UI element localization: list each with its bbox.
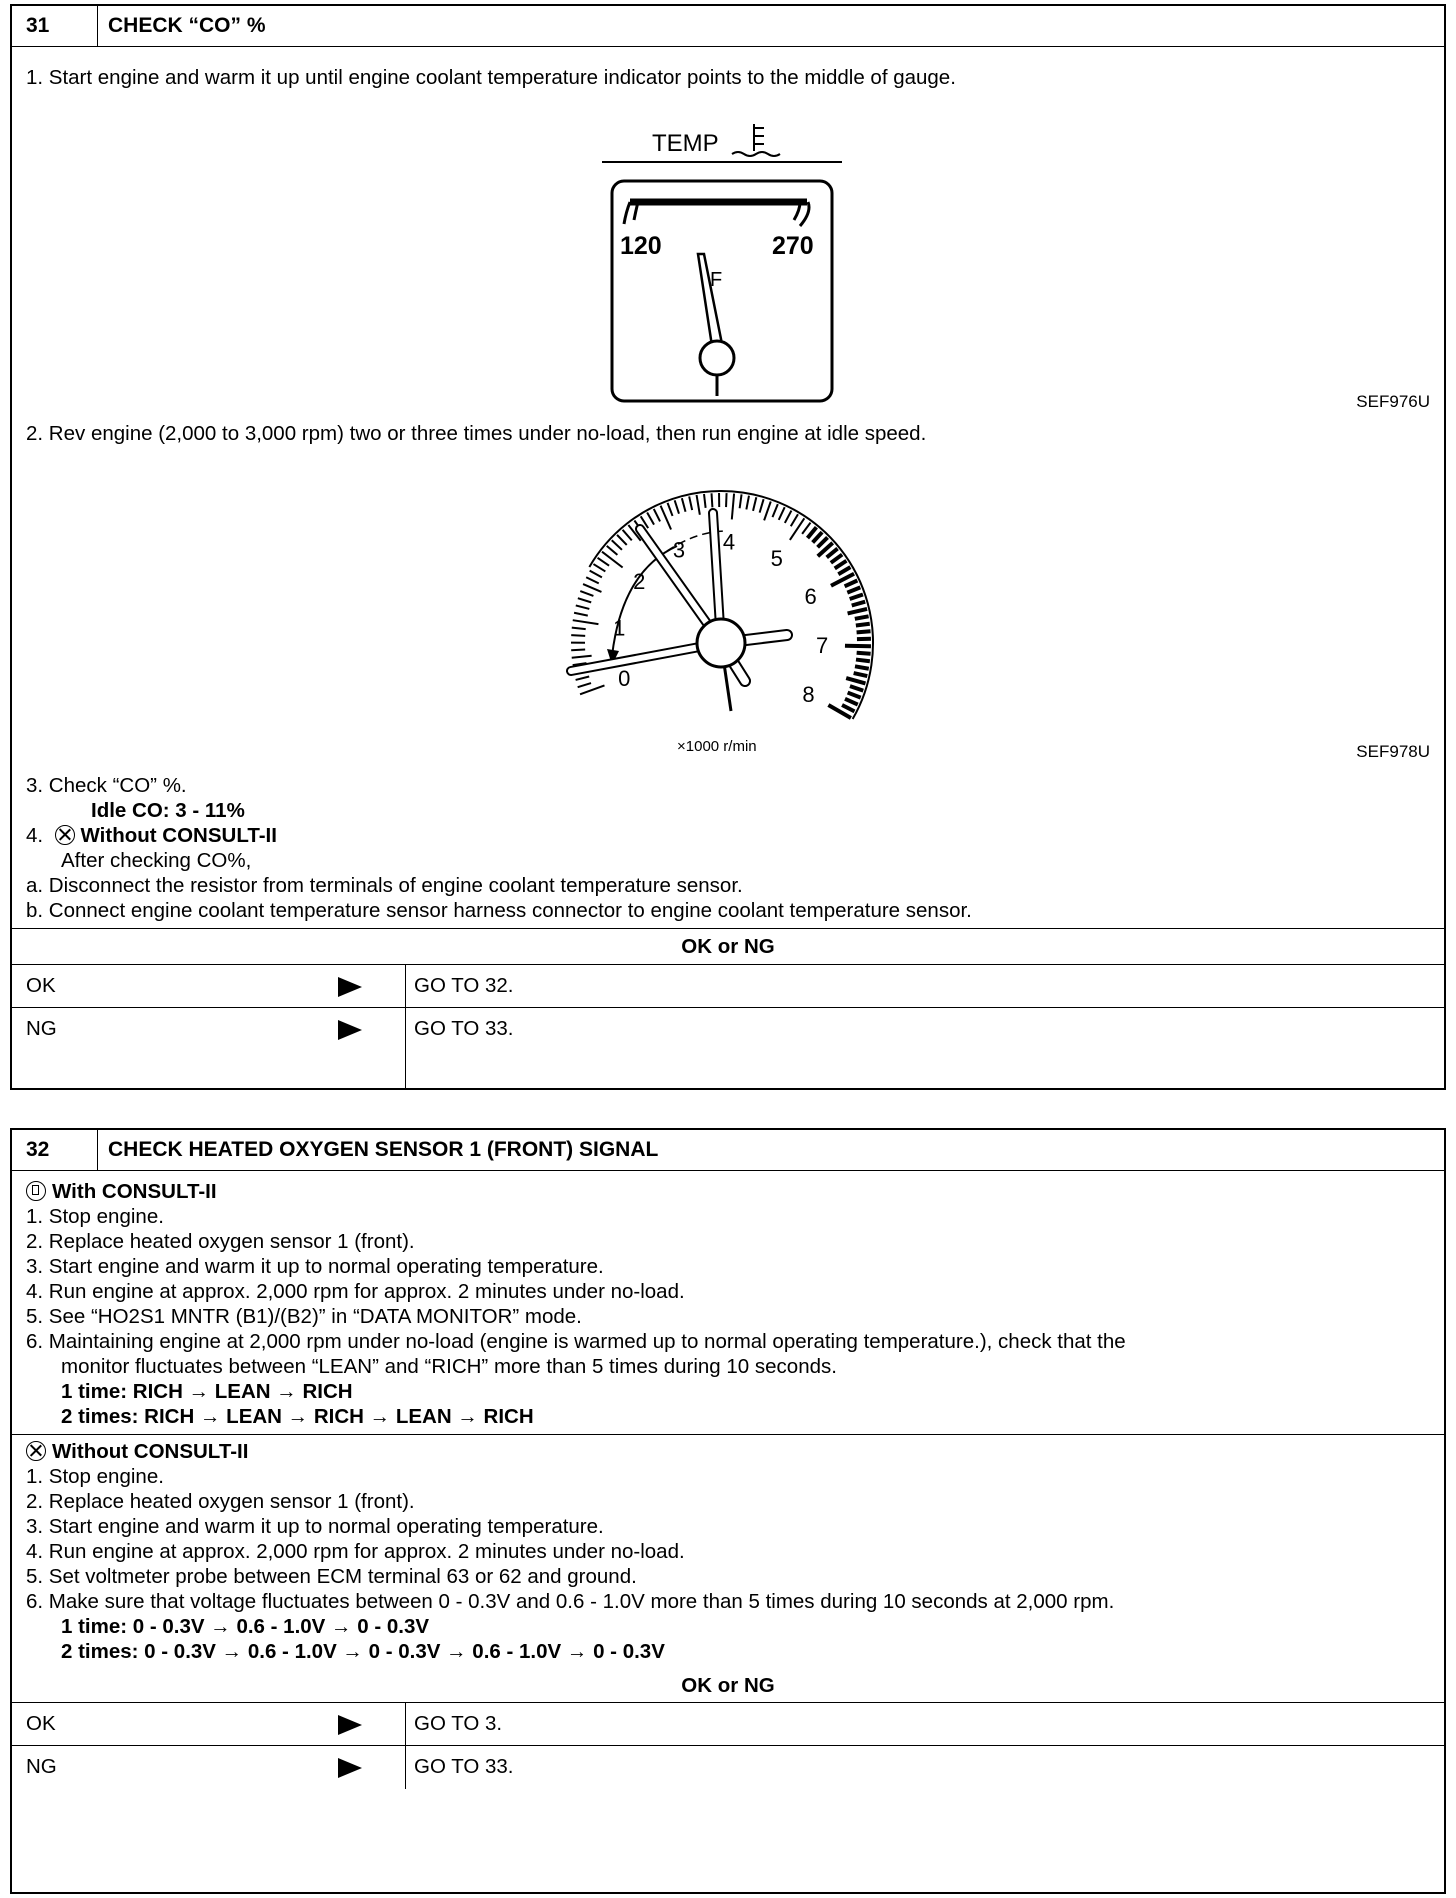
tach-tick (845, 580, 858, 586)
step-31-header (12, 6, 1444, 47)
result-row-ok (12, 1702, 1444, 1746)
step-title: CHECK “CO” % (108, 14, 266, 37)
tach-tick (578, 598, 591, 602)
tach-tick (847, 587, 860, 592)
tach-tick (855, 616, 869, 618)
tach-tick (785, 511, 792, 523)
no-consult-icon (26, 1441, 46, 1461)
tach-tick (573, 620, 599, 624)
tach-tick (675, 500, 679, 513)
tach-tick (689, 496, 692, 510)
tach-number: 6 (804, 583, 817, 609)
tach-tick (623, 530, 632, 541)
tach-tick (583, 584, 601, 592)
tach-tick (857, 631, 871, 632)
tach-number: 7 (815, 633, 829, 659)
temp-mark: F (710, 269, 723, 291)
tach-tick (647, 512, 654, 524)
arrow-right-icon (338, 1758, 362, 1778)
tach-tick (854, 673, 868, 676)
tach-tick (571, 635, 585, 636)
result-row-ok (12, 964, 1444, 1008)
tach-number: 1 (613, 615, 626, 641)
tach-number: 3 (672, 537, 686, 563)
without-consult-heading: Without CONSULT-II (26, 1440, 248, 1464)
without-step-1: 1. Stop engine. (26, 1465, 164, 1488)
step-title: CHECK HEATED OXYGEN SENSOR 1 (FRONT) SIGNAL (108, 1138, 659, 1161)
tach-tick (580, 591, 593, 596)
tach-tick (764, 501, 771, 520)
step-number: 32 (12, 1130, 98, 1170)
instruction-4: 4. Without CONSULT-II (26, 824, 277, 847)
no-consult-icon (55, 825, 75, 845)
tach-tick (827, 549, 838, 558)
ok-action: GO TO 32. (405, 965, 514, 1008)
tach-tick (704, 494, 706, 508)
tach-tick (590, 571, 602, 578)
tach-tick (802, 523, 810, 534)
tach-number: 0 (618, 665, 631, 691)
tach-tick (746, 496, 749, 510)
tach-tick (857, 653, 871, 654)
tach-tick (791, 514, 798, 526)
tach-tick (571, 650, 585, 651)
temp-high: 270 (772, 232, 814, 260)
tach-number: 2 (633, 568, 646, 594)
figure-ref-temp: SEF976U (1356, 392, 1430, 411)
instruction-2: 2. Rev engine (2,000 to 3,000 rpm) two or three times under no-load, then run engine at idle speed. (26, 422, 927, 445)
tach-tick (856, 660, 870, 662)
without-step-3: 3. Start engine and warm it up to normal operating temperature. (26, 1515, 604, 1538)
result-row-ng (12, 1007, 1444, 1088)
instruction-a: a. Disconnect the resistor from terminals of engine coolant temperature sensor. (26, 874, 743, 897)
tach-tick (831, 555, 842, 563)
with-spec-1: 1 time: RICH → LEAN → RICH (61, 1380, 353, 1403)
tach-tick (617, 535, 627, 545)
with-step-5: 5. See “HO2S1 MNTR (B1)/(B2)” in “DATA MONITOR” mode. (26, 1305, 582, 1328)
tach-unit: ×1000 r/min (677, 738, 757, 755)
tach-tick (682, 498, 686, 512)
tach-tick (850, 686, 863, 690)
temp-low: 120 (620, 232, 662, 260)
without-step-2: 2. Replace heated oxygen sensor 1 (front). (26, 1490, 415, 1513)
tach-tick (668, 503, 673, 516)
tach-tick (598, 558, 610, 566)
tachometer-figure (527, 461, 927, 761)
result-row-ng (12, 1745, 1444, 1789)
gauge-pivot (700, 341, 734, 375)
with-step-6: 6. Maintaining engine at 2,000 rpm under no-load (engine is warmed up to normal operating temperature.), check that the (26, 1330, 1126, 1353)
tach-tick (580, 685, 604, 694)
with-step-2: 2. Replace heated oxygen sensor 1 (front). (26, 1230, 415, 1253)
without-step-4: 4. Run engine at approx. 2,000 rpm for approx. 2 minutes under no-load. (26, 1540, 685, 1563)
tach-pivot (697, 619, 745, 667)
consult-icon (26, 1181, 46, 1201)
tach-tick (835, 561, 847, 569)
without-spec-1: 1 time: 0 - 0.3V → 0.6 - 1.0V → 0 - 0.3V (61, 1615, 430, 1638)
step-32-box (10, 1128, 1446, 1894)
with-consult-heading: With CONSULT-II (26, 1180, 217, 1204)
arrow-right-icon (338, 1020, 362, 1040)
tach-number: 5 (770, 546, 783, 572)
temp-label: TEMP (652, 130, 719, 157)
tach-tick (753, 497, 756, 511)
figure-ref-tach: SEF978U (1356, 742, 1430, 761)
tach-tick (760, 499, 764, 512)
tach-tick (838, 567, 850, 574)
tach-tick (607, 546, 618, 555)
instruction-3: 3. Check “CO” %. (26, 774, 187, 797)
without-step-6: 6. Make sure that voltage fluctuates between 0 - 0.3V and 0.6 - 1.0V more than 5 times during 10 seconds at 2,000 rpm. (26, 1590, 1115, 1613)
tach-tick (846, 678, 865, 683)
tach-tick (845, 699, 858, 705)
with-step-1: 1. Stop engine. (26, 1205, 164, 1228)
tach-tick (586, 577, 599, 583)
ok-or-ng-label: OK or NG (681, 1674, 775, 1697)
with-step-6-cont: monitor fluctuates between “LEAN” and “RICH” more than 5 times during 10 seconds. (61, 1355, 837, 1378)
tach-tick (850, 594, 863, 599)
ng-label: NG (26, 1755, 57, 1778)
tach-tick (572, 656, 592, 658)
ng-action: GO TO 33. (405, 1008, 514, 1088)
with-spec-2: 2 times: RICH → LEAN → RICH → LEAN → RICH (61, 1405, 534, 1428)
ok-action: GO TO 3. (405, 1703, 502, 1746)
tach-tick (712, 493, 713, 507)
instruction-4-sub: After checking CO%, (61, 849, 252, 872)
temperature-gauge-figure (602, 106, 862, 406)
without-spec-2: 2 times: 0 - 0.3V → 0.6 - 1.0V → 0 - 0.3V → 0.6 - 1.0V → 0 - 0.3V (61, 1640, 665, 1663)
step-31-box (10, 4, 1446, 1090)
step-number: 31 (12, 6, 98, 46)
arrow-right-icon (338, 977, 362, 997)
gauge-needle (698, 254, 722, 346)
with-step-3: 3. Start engine and warm it up to normal operating temperature. (26, 1255, 604, 1278)
tach-tick (790, 518, 804, 540)
tach-tick (855, 666, 869, 668)
tach-tick (845, 646, 871, 647)
tach-tick (818, 537, 828, 547)
tach-number: 8 (802, 682, 815, 707)
tach-tick (602, 552, 623, 568)
with-step-4: 4. Run engine at approx. 2,000 rpm for approx. 2 minutes under no-load. (26, 1280, 685, 1303)
ok-label: OK (26, 1712, 56, 1735)
tach-tick (772, 504, 777, 517)
instruction-1: 1. Start engine and warm it up until engine coolant temperature indicator points to the middle of gauge. (26, 66, 956, 89)
tach-tick (726, 493, 727, 507)
tach-tick (852, 602, 865, 606)
tach-tick (593, 564, 605, 571)
tach-tick (574, 613, 588, 616)
without-step-5: 5. Set voltmeter probe between ECM terminal 63 or 62 and ground. (26, 1565, 637, 1588)
ng-action: GO TO 33. (405, 1746, 514, 1789)
idle-co-spec: Idle CO: 3 - 11% (91, 799, 245, 822)
tach-tick (654, 509, 660, 522)
tach-tick (848, 693, 861, 698)
tach-tick (576, 676, 590, 679)
ok-or-ng-label: OK or NG (681, 935, 775, 958)
tach-tick (842, 705, 854, 711)
thermometer-icon (732, 124, 780, 156)
tach-tick (572, 628, 586, 629)
tach-tick (856, 624, 870, 626)
tach-tick (813, 532, 822, 542)
tach-tick (578, 683, 591, 687)
tach-tick (612, 540, 622, 550)
ok-label: OK (26, 974, 56, 997)
tach-tick (732, 494, 734, 520)
tach-tick (779, 507, 785, 520)
tach-tick (697, 495, 700, 515)
tach-tick (576, 605, 590, 609)
gauge-scale-ends (624, 202, 809, 226)
instruction-b: b. Connect engine coolant temperature sensor harness connector to engine coolant temperature sensor. (26, 899, 972, 922)
tach-number: 4 (722, 529, 736, 555)
tach-tick (808, 527, 817, 538)
ng-label: NG (26, 1017, 57, 1040)
step-32-header (12, 1130, 1444, 1171)
tach-tick (740, 494, 742, 508)
tach-tick (848, 609, 867, 614)
arrow-right-icon (338, 1715, 362, 1735)
